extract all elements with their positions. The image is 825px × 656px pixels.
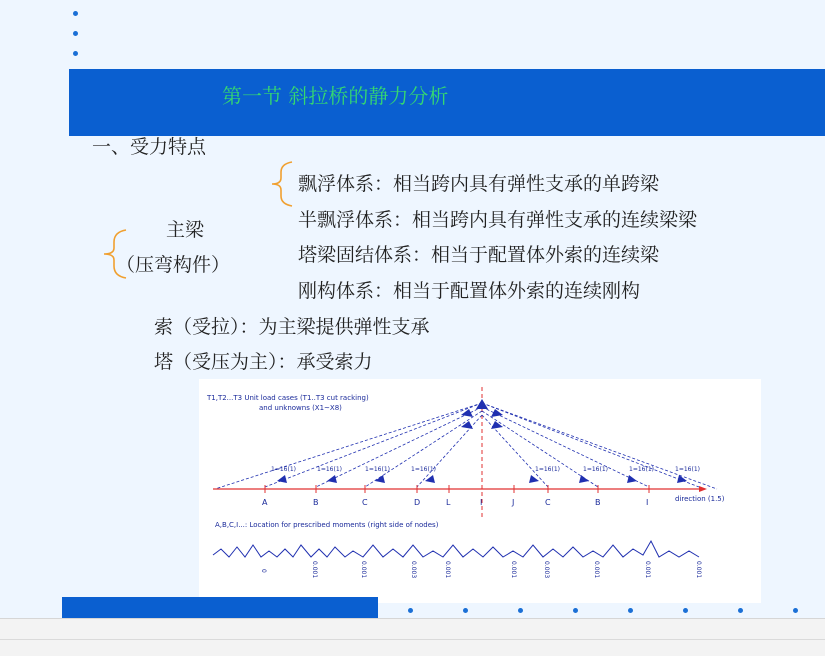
- moment-value: 0.001: [311, 561, 318, 579]
- cable-stayed-bridge-figure: [199, 379, 761, 603]
- bullet-dot: [73, 11, 78, 16]
- beam-node: A: [262, 498, 268, 507]
- cable-label: 1=16(1): [365, 466, 390, 473]
- figure-caption-top-2: and unknowns (X1~X8): [259, 404, 342, 412]
- moment-value: 0.003: [410, 561, 417, 579]
- cable-label: 1=16(1): [675, 466, 700, 473]
- beam-node: J: [512, 498, 515, 507]
- main-beam-label: 主梁: [166, 219, 205, 241]
- moment-value: 0: [260, 569, 267, 573]
- cable-label: 1=16(1): [629, 466, 654, 473]
- brace-left: [100, 228, 130, 284]
- footer-dot: [518, 608, 523, 613]
- status-strip: [0, 618, 825, 656]
- footer-dot: [463, 608, 468, 613]
- system-floating: 飘浮体系：相当跨内具有弹性支承的单跨梁: [298, 173, 660, 195]
- status-divider: [0, 639, 825, 640]
- footer-dot: [793, 608, 798, 613]
- moment-value: 0.001: [444, 561, 451, 579]
- beam-node: B: [313, 498, 319, 507]
- cable-label: 1=16(1): [411, 466, 436, 473]
- bullet-dot: [73, 31, 78, 36]
- tower-description: 塔（受压为主）：承受索力: [154, 351, 373, 373]
- system-semi-floating: 半飘浮体系：相当跨内具有弹性支承的连续梁梁: [298, 209, 698, 231]
- cable-description: 索（受拉）：为主梁提供弹性支承: [154, 316, 430, 338]
- footer-dot: [628, 608, 633, 613]
- cable-label: 1=16(1): [317, 466, 342, 473]
- moment-value: 0.001: [644, 561, 651, 579]
- cable-label: 1=16(1): [535, 466, 560, 473]
- figure-caption-bottom: A,B,C,I...: Location for prescribed moments (right side of nodes): [215, 521, 439, 529]
- system-tower-beam-fixed: 塔梁固结体系：相当于配置体外索的连续梁: [298, 244, 660, 266]
- bottom-bar: [62, 597, 378, 618]
- bullet-dot: [73, 51, 78, 56]
- cable-label: 1=16(1): [271, 466, 296, 473]
- beam-node: D: [414, 498, 421, 507]
- figure-caption-top-1: T1,T2...T3 Unit load cases (T1..T3 cut racking): [207, 394, 369, 402]
- slide-title: 第一节 斜拉桥的静力分析: [222, 84, 449, 108]
- brace-right: [268, 160, 296, 212]
- system-rigid-frame: 刚构体系：相当于配置体外索的连续刚构: [298, 280, 641, 302]
- beam-node: C: [545, 498, 551, 507]
- axis-label: direction (1.5): [675, 495, 725, 503]
- footer-dot: [573, 608, 578, 613]
- moment-value: 0.001: [360, 561, 367, 579]
- footer-dot: [408, 608, 413, 613]
- moment-value: 0.001: [695, 561, 702, 579]
- beam-node: I: [480, 498, 483, 507]
- section-heading: 一、受力特点: [92, 136, 207, 158]
- footer-dot: [738, 608, 743, 613]
- beam-node: I: [646, 498, 649, 507]
- beam-node: B: [595, 498, 601, 507]
- moment-value: 0.003: [543, 561, 550, 579]
- footer-dot: [683, 608, 688, 613]
- beam-node: L: [446, 498, 451, 507]
- moment-value: 0.001: [510, 561, 517, 579]
- moment-value: 0.001: [593, 561, 600, 579]
- beam-node: C: [362, 498, 368, 507]
- main-beam-sublabel: （压弯构件）: [116, 254, 231, 276]
- cable-label: 1=16(1): [583, 466, 608, 473]
